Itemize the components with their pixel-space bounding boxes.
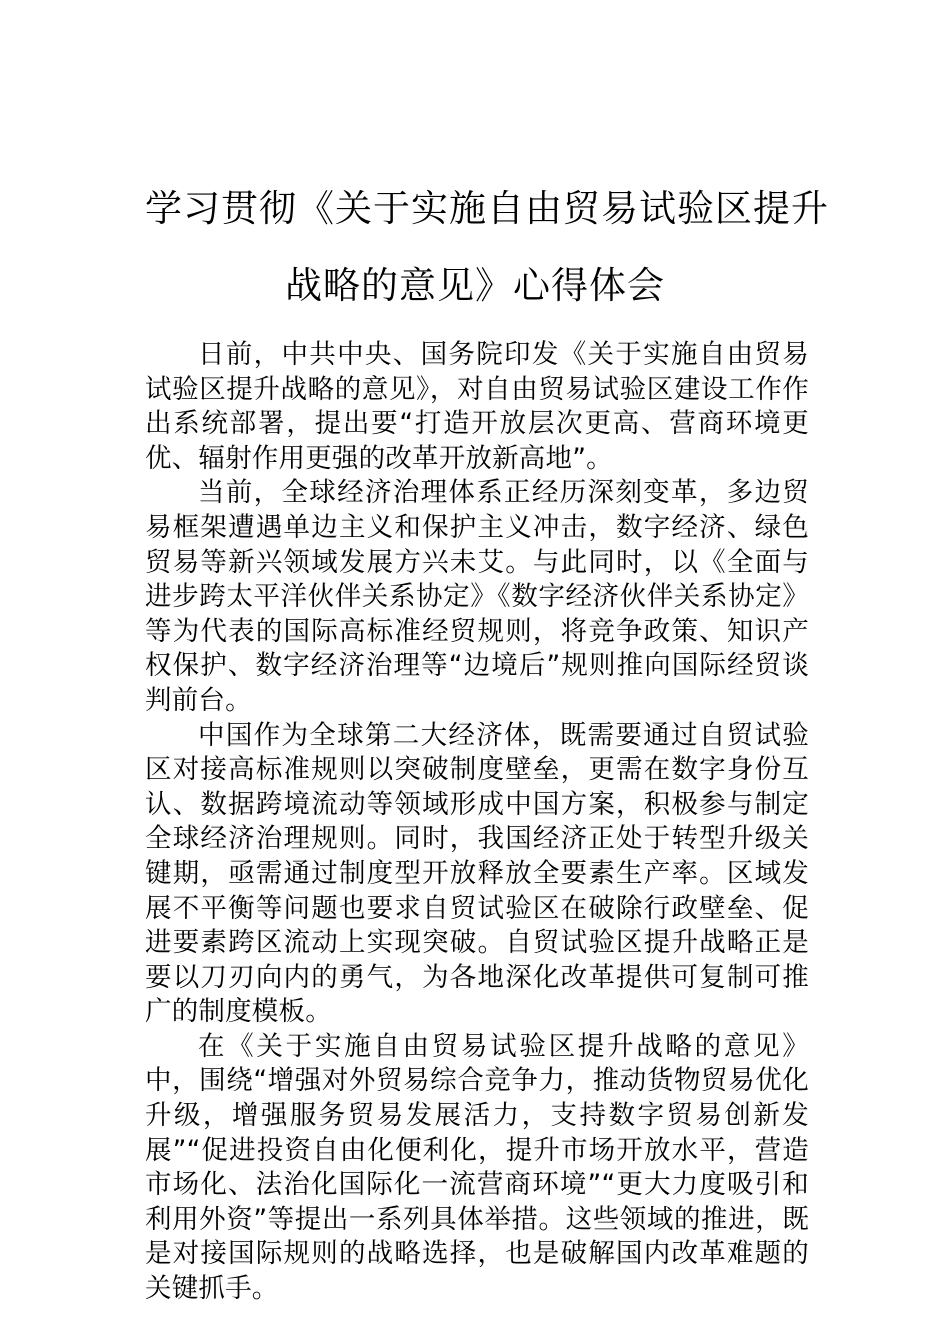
paragraph-3: 中国作为全球第二大经济体，既需要通过自贸试验区对接高标准规则以突破制度壁垒，更需在数字身份互认、数据跨境流动等领域形成中国方案，积极参与制定全球经济治理规则。同时，我国经济正处于转型升级关键期，亟需通过制度型开放释放全要素生产率。区域发展不平衡等问题也要求自贸试验区在破除行政壁垒、促进要素跨区流动上实现突破。自贸试验区提升战略正是要以刀刃向内的勇气，为各地深化改革提供可复制可推广的制度模板。	[145, 719, 809, 1028]
document-body	[145, 338, 809, 1307]
title-line-1: 学习贯彻《关于实施自由贸易试验区提升	[145, 187, 829, 230]
paragraph-4: 在《关于实施自由贸易试验区提升战略的意见》中，围绕“增强对外贸易综合竞争力，推动货物贸易优化升级，增强服务贸易发展活力，支持数字贸易创新发展”“促进投资自由化便利化，提升市场开放水平，营造市场化、法治化国际化一流营商环境”“更大力度吸引和利用外资”等提出一系列具体举措。这些领域的推进，既是对接国际规则的战略选择，也是破解国内改革难题的关键抓手。	[145, 1030, 809, 1305]
paragraph-1: 日前，中共中央、国务院印发《关于实施自由贸易试验区提升战略的意见》，对自由贸易试验区建设工作作出系统部署，提出要“打造开放层次更高、营商环境更优、辐射作用更强的改革开放新高地”。	[145, 339, 809, 474]
document-title	[145, 170, 829, 324]
title-line-2: 战略的意见》心得体会	[285, 264, 665, 307]
paragraph-2: 当前，全球经济治理体系正经历深刻变革，多边贸易框架遭遇单边主义和保护主义冲击，数字经济、绿色贸易等新兴领域发展方兴未艾。与此同时，以《全面与进步跨太平洋伙伴关系协定》《数字经济伙伴关系协定》等为代表的国际高标准经贸规则，将竞争政策、知识产权保护、数字经济治理等“边境后”规则推向国际经贸谈判前台。	[145, 477, 809, 716]
